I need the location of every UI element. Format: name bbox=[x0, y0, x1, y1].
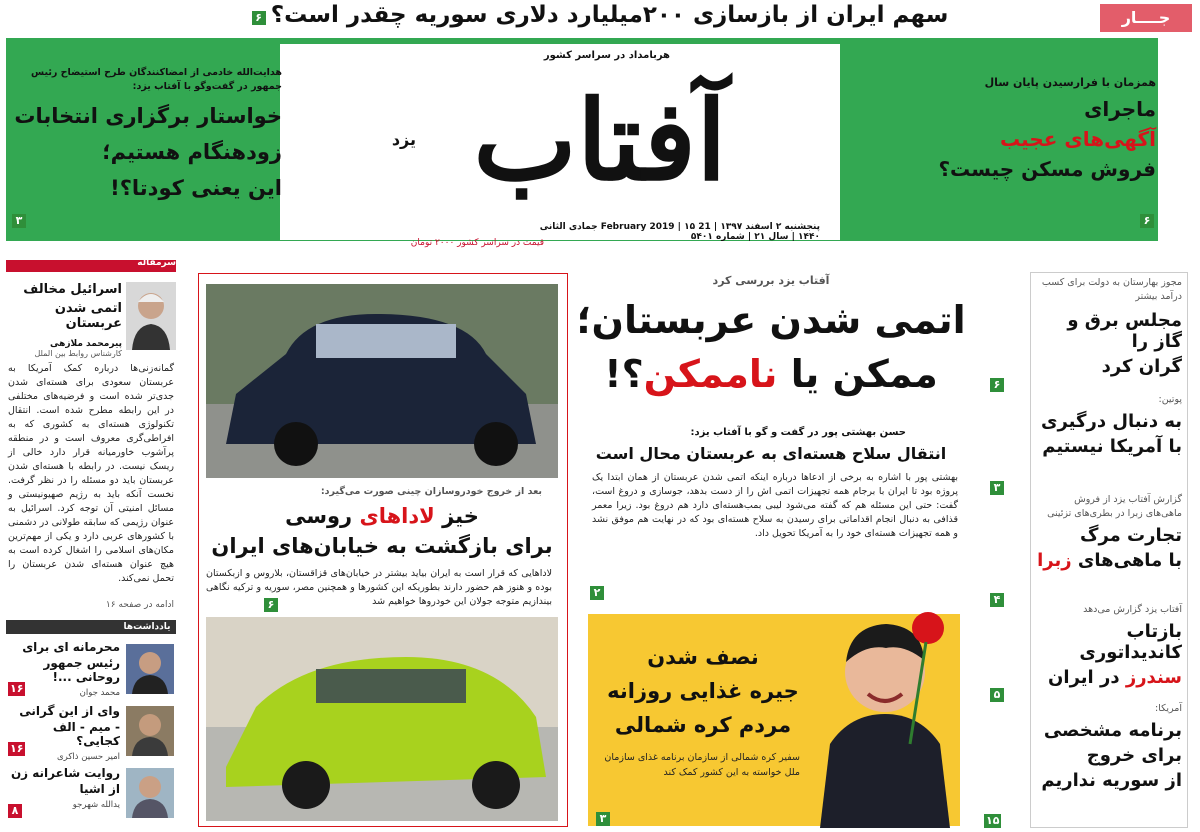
right-story-4-kicker: آفتاب یزد گزارش می‌دهد bbox=[1083, 604, 1182, 615]
korea-title-3: مردم کره شمالی bbox=[614, 713, 792, 737]
lada-old-drawing bbox=[206, 284, 558, 478]
note-3-page-badge: ۸ bbox=[8, 804, 22, 818]
note-3-photo-drawing bbox=[126, 768, 174, 818]
cars-title-1-end: روسی bbox=[285, 504, 353, 528]
lead-sub-title: انتقال سلاح هسته‌ای به عربستان محال است bbox=[595, 444, 947, 463]
right-teaser-page-badge: ۶ bbox=[1140, 214, 1154, 228]
left-teaser-title-3: این یعنی کودتا؟! bbox=[110, 176, 282, 200]
editorial-title-2: اتمی شدن عربستان bbox=[54, 301, 122, 331]
left-teaser-title-1: خواستار برگزاری انتخابات bbox=[14, 104, 282, 128]
note-3-photo bbox=[126, 768, 174, 818]
cars-story[interactable] bbox=[206, 486, 558, 610]
lead-body: بهشتی پور با اشاره به برخی از ادعاها درباره اینکه اتمی شدن عربستان از همان ابتدا یک پروژه بود تا ایران با برجام همه تجهیزات اتمی اش را از دست بدهد، جوسازی و دروغ است، گفت: حتی این مسئله هم که گفته می‌شود لیبی بمب‌هسته‌ای دارد هم دروغ بود. زیرا معمر قذافی به دنبال انجام اقداماتی برای رسیدن به سلاح هسته‌ای بود که در نهایت هم موفق نشد و همه تجهیزات هسته‌ای خود را به آمریکا تحویل داد. bbox=[592, 472, 958, 539]
right-story-2-title-2: با آمریکا نیستیم bbox=[1042, 436, 1182, 457]
note-1-photo-drawing bbox=[126, 644, 174, 694]
left-teaser-title-2: زودهنگام هستیم؛ bbox=[102, 140, 282, 164]
masthead-logo-sub: یزد bbox=[391, 130, 416, 149]
top-headline-page-badge: ۶ bbox=[252, 11, 266, 25]
lead-kicker: آفتاب یزد بررسی کرد bbox=[712, 274, 830, 287]
editorial-continued[interactable]: ادامه در صفحه ۱۶ bbox=[105, 600, 174, 610]
note-1-page-badge: ۱۶ bbox=[10, 682, 24, 695]
right-story-5-title-1: برنامه مشخصی bbox=[1043, 720, 1182, 741]
right-story-1-title-1: مجلس برق و گاز را bbox=[1067, 310, 1182, 352]
cars-title-1 bbox=[206, 501, 558, 531]
right-teaser-line1: ماجرای bbox=[1084, 97, 1156, 121]
korea-title-2: جیره غذایی روزانه bbox=[607, 679, 799, 703]
cars-title-1-red: لاداهای bbox=[359, 504, 435, 528]
cars-kicker: بعد از خروج خودروسازان چینی صورت می‌گیرد: bbox=[320, 486, 542, 497]
right-teaser-line2: آگهی‌های عجیب bbox=[999, 127, 1156, 151]
masthead-left-teaser[interactable] bbox=[12, 50, 282, 240]
right-story-5-page-badge: ۱۵ bbox=[986, 814, 1000, 827]
top-headline-bar bbox=[250, 0, 950, 34]
kim-photo bbox=[800, 604, 970, 828]
editorial-author: پیرمحمد ملازهی bbox=[49, 339, 122, 349]
right-story-4[interactable] bbox=[1036, 604, 1182, 694]
right-story-2-title-1: به دنبال درگیری bbox=[1040, 411, 1182, 432]
price: قیمت در سراسر کشور ۲۰۰۰ تومان bbox=[410, 238, 544, 248]
right-story-3[interactable] bbox=[1036, 493, 1182, 597]
masthead-slogan: هربامداد در سراسر کشور bbox=[543, 50, 670, 61]
right-story-2-kicker: پوتین: bbox=[1158, 394, 1182, 405]
cars-body: لاداهایی که قرار است به ایران بیاید بیشتر در خیابان‌های قزاقستان، بلاروس و ازبکستان بوده و هنوز هم حضور دارند بطوریکه این کشورها و همچنین مصر، سوریه و ترکیه نگاهی بیندازیم متوجه جولان این خودروها خواهیم شد bbox=[206, 568, 552, 607]
note-2-title-1: وای از این گرانی bbox=[19, 704, 120, 718]
right-story-1-title-2: گران کرد bbox=[1101, 356, 1182, 377]
cars-title-1-black: خیز bbox=[442, 504, 479, 528]
note-1-photo bbox=[126, 644, 174, 694]
note-1-author: محمد جوان bbox=[79, 688, 120, 698]
right-story-3-title-2 bbox=[1036, 550, 1182, 571]
lead-page-badge: ۲ bbox=[590, 586, 604, 600]
right-story-3-page-badge: ۴ bbox=[990, 593, 1004, 607]
right-story-5-kicker: آمریکا: bbox=[1155, 703, 1182, 714]
note-3-title-1: روایت شاعرانه زن bbox=[10, 766, 120, 780]
left-teaser-kicker: هدایت‌الله خادمی از امضاکنندگان طرح استیضاح رئیس جمهور در گفت‌وگو با آفتاب یزد: bbox=[31, 67, 282, 92]
lada-new-photo bbox=[206, 617, 558, 821]
lead-story[interactable] bbox=[576, 274, 966, 604]
note-3[interactable] bbox=[8, 766, 120, 824]
cars-title-2: برای بازگشت به خیابان‌های ایران bbox=[211, 534, 553, 558]
right-teaser-kicker: همزمان با فرارسیدن پایان سال bbox=[984, 76, 1156, 89]
jar-label: جــــار bbox=[1100, 4, 1192, 32]
right-story-3-title-2-text: با ماهی‌های زبرا bbox=[1037, 550, 1182, 571]
right-story-2[interactable] bbox=[1036, 394, 1182, 484]
lead-title-2-black: ممکن یا bbox=[790, 352, 938, 396]
lead-title-2 bbox=[576, 347, 966, 401]
note-2-author: امیر حسین ذاکری bbox=[57, 752, 120, 762]
note-2-title-2: - میم - الف کجایی؟ bbox=[52, 720, 120, 748]
right-story-1-page-badge: ۶ bbox=[990, 378, 1004, 392]
note-2-photo bbox=[126, 706, 174, 756]
editorial-author-drawing bbox=[126, 282, 176, 350]
lead-sub-kicker: حسن بهشتی پور در گفت و گو با آفتاب یزد: bbox=[690, 427, 906, 438]
editorial-body: گمانه‌زنی‌ها درباره کمک آمریکا به عربستان سعودی برای هسته‌ای شدن جدی‌تر شده است و فرضیه‌های مختلفی در این رابطه مطرح شده است. انتقال تکنولوژی هسته‌ای به کشوری که به افراطی‌گری معروف است و در منطقه پرآشوب خاورمیانه قرار دارد خالی از ریسک نیست. در رابطه با هسته‌ای شدن عربستان باید دو مسئله را در نظر گرفت. نخست آنکه باید به رژیم صهیونیستی و مسائل امنیتی آن توجه کرد. اسرائیل به عنوان رژیمی که سابقه طولانی در دشمنی با کشورهای عربی دارد و یکی از مهم‌ترین مکان‌های اسلامی را اشغال کرده است به هیچ عنوان هسته‌ای شدن عربستان را تحمل نمی‌کند. bbox=[8, 363, 174, 584]
right-story-4-page-badge: ۵ bbox=[990, 688, 1004, 702]
masthead-logo[interactable]: آفتاب bbox=[473, 76, 727, 205]
right-story-3-title-1: تجارت مرگ bbox=[1080, 525, 1182, 546]
editorial-title-1: اسرائیل مخالف bbox=[23, 282, 122, 297]
korea-page-badge: ۳ bbox=[596, 812, 610, 826]
lead-title-2-end: ؟! bbox=[604, 352, 644, 396]
red-highlight-word: سندرز bbox=[1125, 667, 1182, 688]
note-3-author: یدالله شهرجو bbox=[72, 800, 120, 810]
editorial-section-label: سرمقاله bbox=[137, 258, 176, 268]
left-teaser-page-badge: ۳ bbox=[12, 214, 26, 228]
cars-page-badge: ۶ bbox=[264, 598, 278, 612]
masthead-right-teaser[interactable] bbox=[896, 40, 1156, 240]
right-story-5-title-3: از سوریه نداریم bbox=[1041, 770, 1182, 791]
editorial-heading[interactable] bbox=[8, 282, 122, 358]
right-story-4-title-1: بازتاب کاندیداتوری bbox=[1079, 621, 1182, 663]
note-3-title-2: از اشیا bbox=[79, 782, 120, 796]
note-2-photo-drawing bbox=[126, 706, 174, 756]
right-teaser-line3: فروش مسکن چیست؟ bbox=[938, 157, 1156, 181]
right-story-2-page-badge: ۳ bbox=[990, 481, 1004, 495]
right-story-4-title-2: سندرز در ایران bbox=[1048, 667, 1182, 688]
editorial-author-role: کارشناس روابط بین الملل bbox=[34, 349, 122, 358]
note-1-title-1: محرمانه ای برای bbox=[22, 640, 120, 654]
korea-body: سفیر کره شمالی از سازمان برنامه غذای سازمان ملل خواسته به این کشور کمک کند bbox=[604, 752, 800, 778]
notes-section-label: یادداشت‌ها bbox=[123, 622, 171, 632]
lead-title-2-red: ناممکن bbox=[643, 352, 778, 396]
right-story-5-title-2: برای خروج bbox=[1086, 745, 1182, 766]
kim-photo-drawing bbox=[800, 604, 970, 828]
note-1-title-2: رئیس جمهور روحانی ...! bbox=[43, 656, 120, 684]
right-story-5[interactable] bbox=[1036, 703, 1182, 821]
red-highlight-word: زبرا bbox=[1037, 550, 1072, 571]
note-2-page-badge: ۱۶ bbox=[10, 742, 24, 755]
editorial-author-photo bbox=[126, 282, 176, 350]
dateline: پنجشنبه ۲ اسفند ۱۳۹۷ | 21 February 2019 | ۱۵ جمادی الثانی ۱۴۴۰ | سال ۲۱ | شماره ۵۴۰۱ bbox=[539, 222, 820, 242]
korea-story[interactable] bbox=[596, 640, 810, 820]
right-story-1-kicker: مجوز بهارستان به دولت برای کسب درآمد بیشتر bbox=[1041, 277, 1182, 302]
right-story-3-kicker: گزارش آفتاب یزد از فروش ماهی‌های زبرا در بطری‌های تزئینی bbox=[1047, 494, 1182, 519]
lada-new-drawing bbox=[206, 617, 558, 821]
lead-title-1: اتمی شدن عربستان؛ bbox=[576, 298, 966, 342]
right-story-1[interactable] bbox=[1036, 276, 1182, 380]
top-headline[interactable]: سهم ایران از بازسازی ۲۰۰میلیارد دلاری سوریه چقدر است؟ bbox=[270, 2, 949, 28]
korea-title-1: نصف شدن bbox=[647, 645, 759, 669]
lada-old-photo bbox=[206, 284, 558, 478]
